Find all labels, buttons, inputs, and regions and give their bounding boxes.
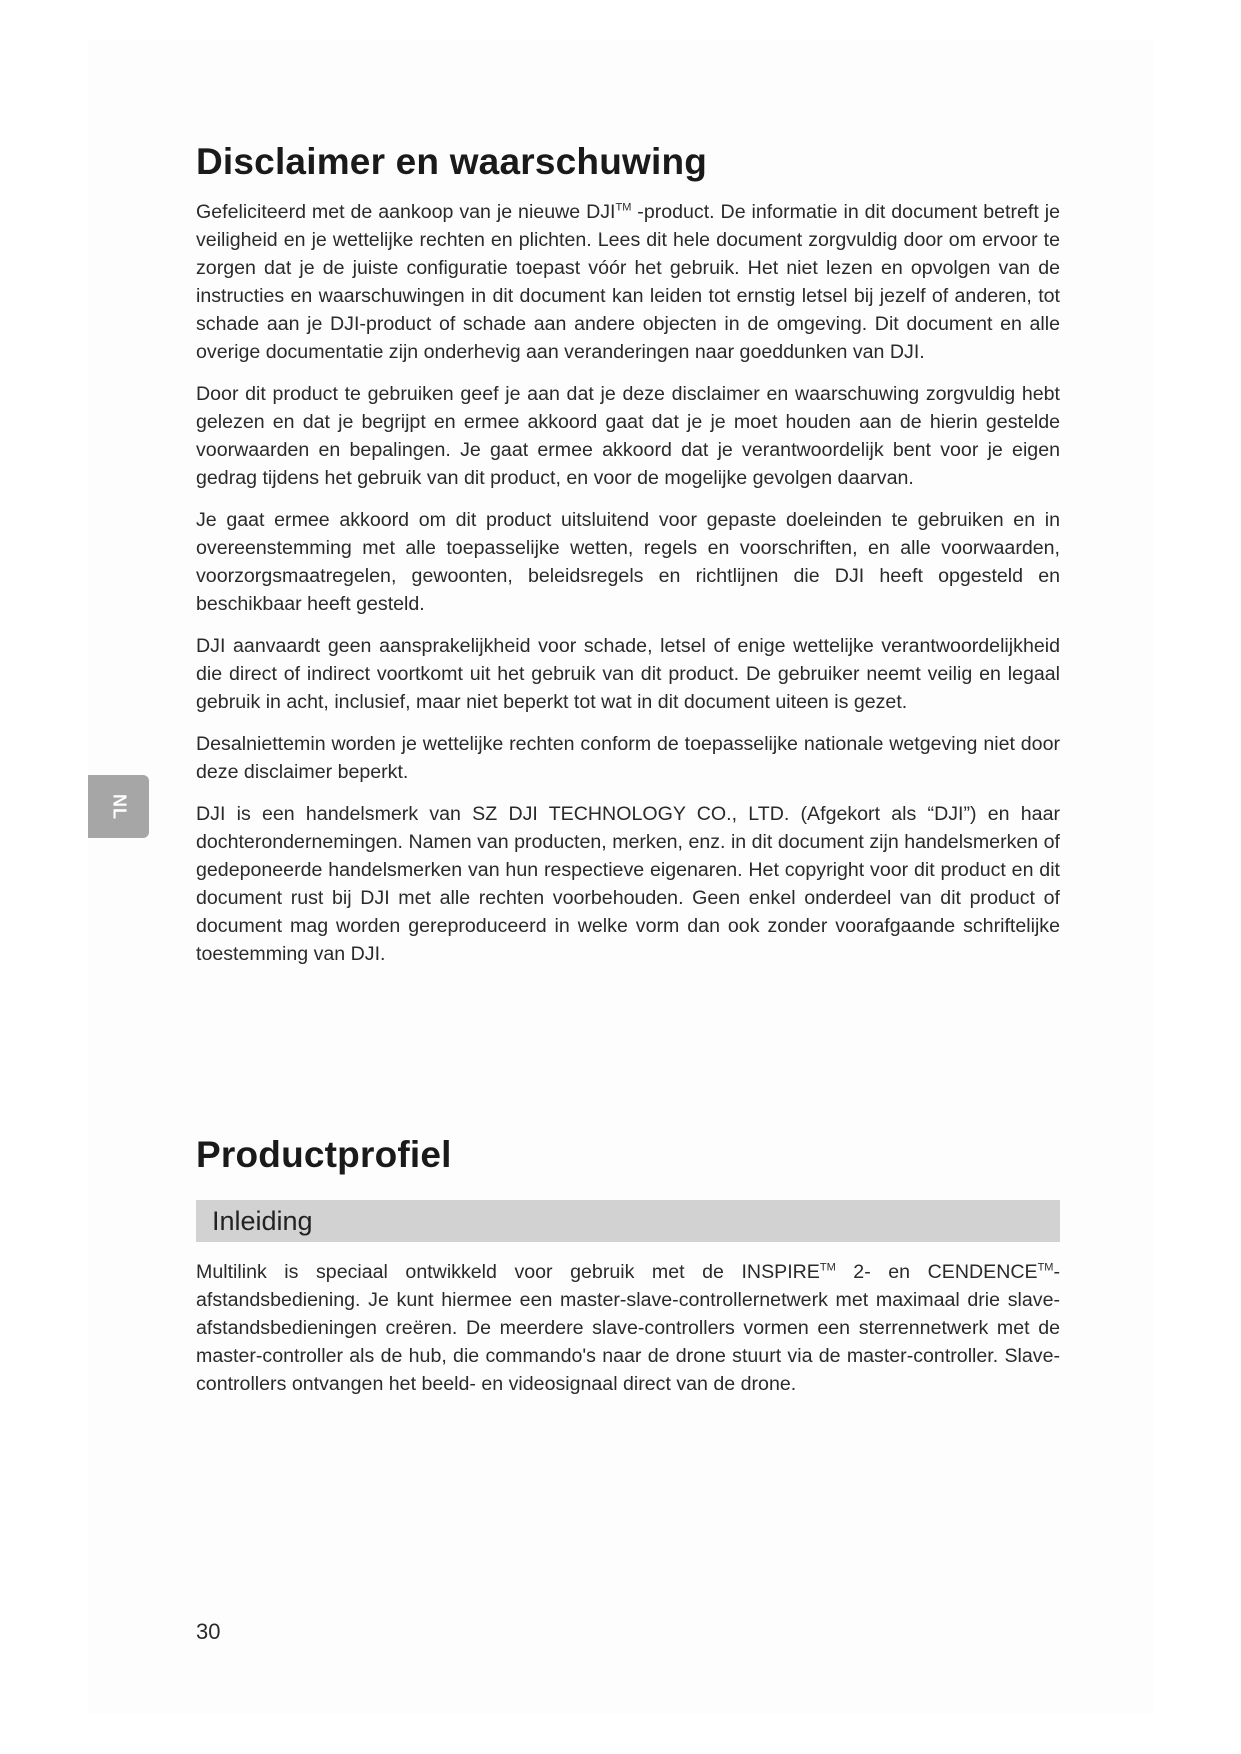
disclaimer-paragraph-1: [196, 198, 1060, 366]
intro-part-c: -afstandsbediening. Je kunt hiermee een master-slave-controllernetwerk met maximaal drie slave-afstandsbedieningen creëren. De meerdere slave-controllers vormen een sterrennetwerk met de master-controller als de hub, die commando's naar de drone stuurt via de master-controller. Slave-controllers ontvangen het beeld- en videosignaal direct van de drone.: [196, 1261, 1060, 1395]
intro-paragraph: [196, 1258, 1060, 1398]
p1-before: Gefeliciteerd met de aankoop van je nieuwe DJI: [196, 201, 616, 223]
trademark-sup-inspire: TM: [819, 1261, 836, 1274]
intro-subheading-bar: [196, 1200, 1060, 1242]
page-number: 30: [196, 1619, 221, 1644]
product-profile-heading: Productprofiel: [196, 1134, 452, 1175]
p1-after: -product. De informatie in dit document betreft je veiligheid en je wettelijke rechten en plichten. Lees dit hele document zorgvuldig door om ervoor te zorgen dat je de juiste configuratie toepast vóór het gebruik. Het niet lezen en opvolgen van de instructies en waarschuwingen in dit document kan leiden tot ernstig letsel bij jezelf of anderen, tot schade aan je DJI-product of schade aan andere objecten in de omgeving. Dit document en alle overige documentatie zijn onderhevig aan veranderingen naar goeddunken van DJI.: [196, 201, 1060, 363]
trademark-sup-cendence: TM: [1037, 1261, 1054, 1274]
intro-part-a: Multilink is speciaal ontwikkeld voor gebruik met de INSPIRE: [196, 1261, 820, 1283]
language-tab: [88, 775, 149, 838]
intro-body: [196, 1258, 1060, 1398]
intro-subheading: Inleiding: [212, 1206, 313, 1236]
disclaimer-paragraph-5: Desalniettemin worden je wettelijke rechten conform de toepasselijke nationale wetgeving niet door deze disclaimer beperkt.: [196, 733, 1060, 783]
disclaimer-paragraph-6: DJI is een handelsmerk van SZ DJI TECHNOLOGY CO., LTD. (Afgekort als “DJI”) en haar dochterondernemingen. Namen van producten, merken, enz. in dit document zijn handelsmerken of gedeponeerde handelsmerken van hun respectieve eigenaren. Het copyright voor dit product en dit document rust bij DJI met alle rechten voorbehouden. Geen enkel onderdeel van dit product of document mag worden gereproduceerd in welke vorm dan ook zonder voorafgaande schriftelijke toestemming van DJI.: [196, 803, 1060, 965]
disclaimer-body: [196, 198, 1060, 968]
disclaimer-paragraph-4: DJI aanvaardt geen aansprakelijkheid voor schade, letsel of enige wettelijke verantwoordelijkheid die direct of indirect voortkomt uit het gebruik van dit product. De gebruiker neemt veilig en legaal gebruik in acht, inclusief, maar niet beperkt tot wat in dit document uiteen is gezet.: [196, 635, 1060, 713]
intro-part-b: 2- en CENDENCE: [835, 1261, 1038, 1283]
disclaimer-paragraph-2: Door dit product te gebruiken geef je aan dat je deze disclaimer en waarschuwing zorgvuldig hebt gelezen en dat je begrijpt en ermee akkoord gaat dat je je moet houden aan de hierin gestelde voorwaarden en bepalingen. Je gaat ermee akkoord dat je verantwoordelijk bent voor je eigen gedrag tijdens het gebruik van dit product, en voor de mogelijke gevolgen daarvan.: [196, 383, 1060, 489]
disclaimer-heading: Disclaimer en waarschuwing: [196, 141, 708, 182]
trademark-sup: TM: [615, 201, 632, 214]
language-tab-label: NL: [109, 793, 129, 820]
disclaimer-paragraph-3: Je gaat ermee akkoord om dit product uitsluitend voor gepaste doeleinden te gebruiken en in overeenstemming met alle toepasselijke wetten, regels en voorschriften, en alle voorwaarden, voorzorgsmaatregelen, gewoonten, beleidsregels en richtlijnen die DJI heeft opgesteld en beschikbaar heeft gesteld.: [196, 509, 1060, 615]
